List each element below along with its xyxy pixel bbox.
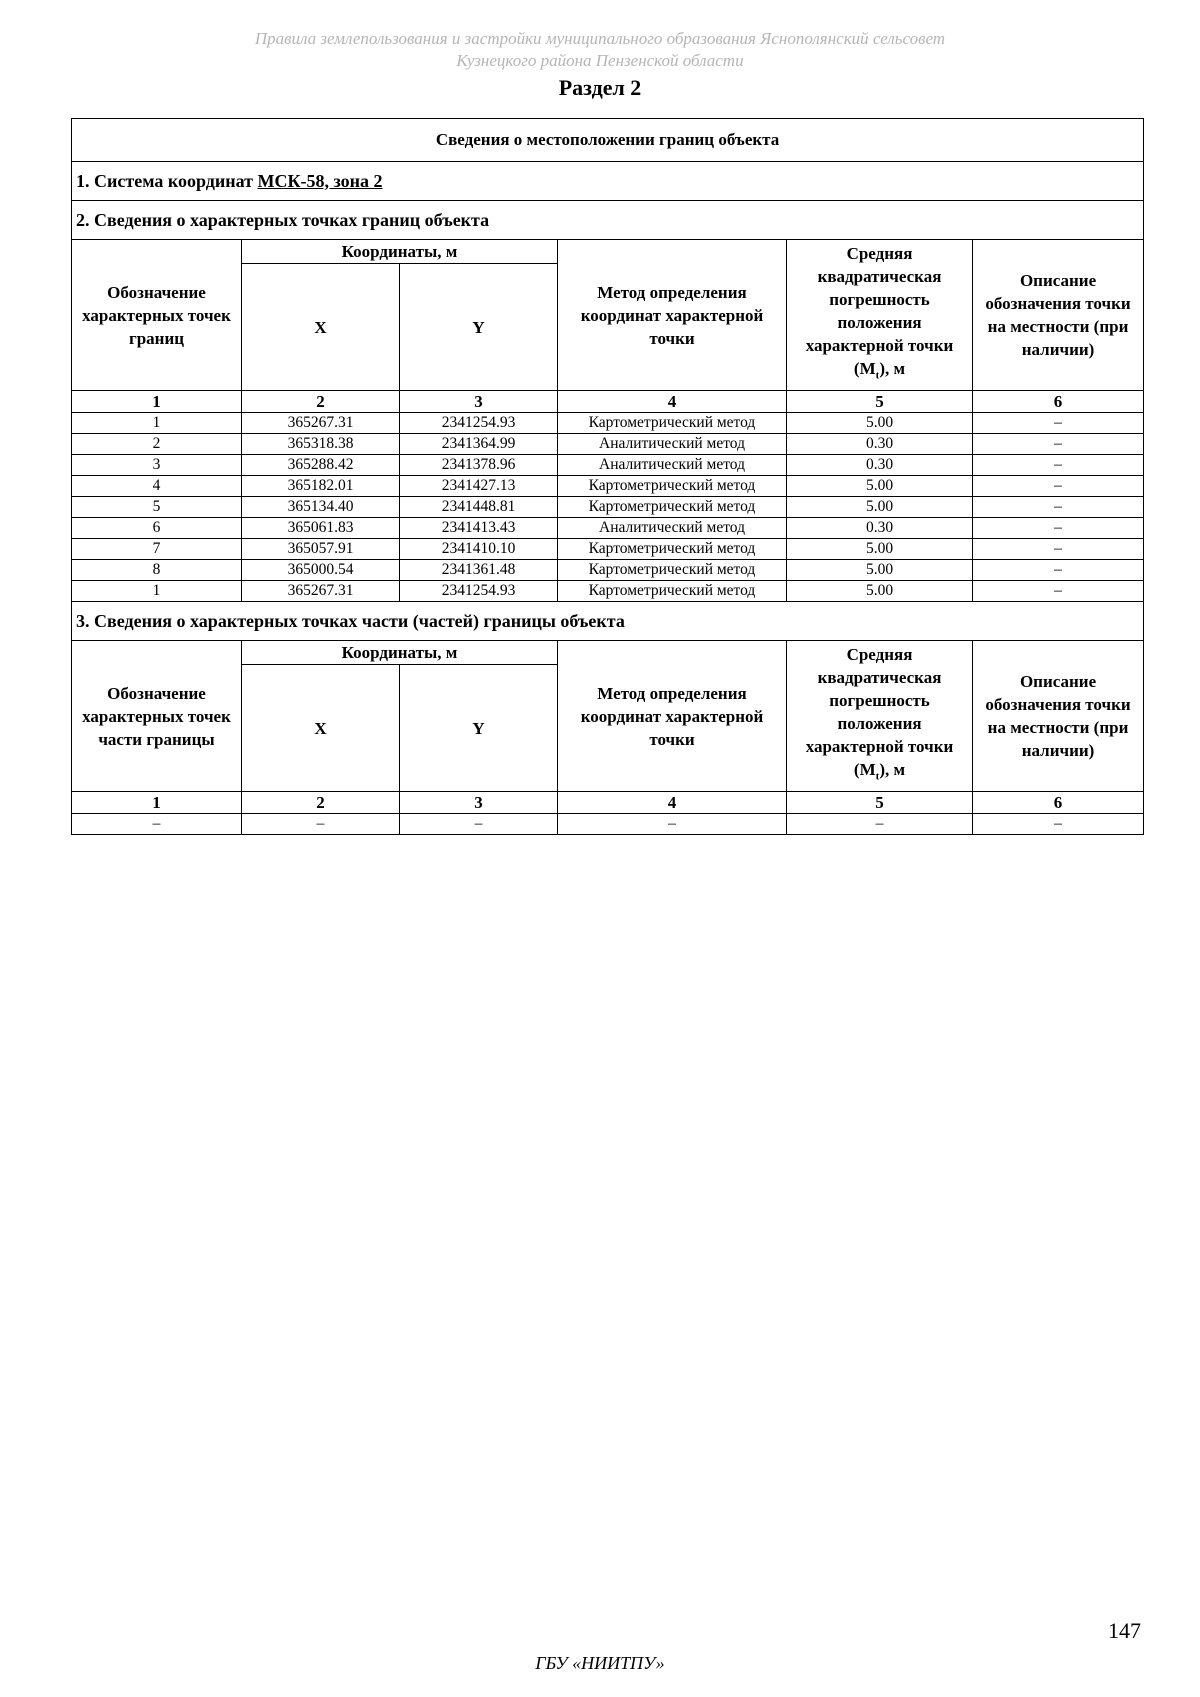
cell-y-coord: 2341427.13 — [400, 476, 558, 497]
cell-y-coord: 2341410.10 — [400, 539, 558, 560]
cell-description: – — [973, 413, 1144, 434]
section-title: Раздел 2 — [558, 75, 642, 100]
cell-description: – — [973, 560, 1144, 581]
cell-x-coord: 365318.38 — [242, 434, 400, 455]
cell-method: Аналитический метод — [558, 455, 787, 476]
col-header-x: X — [242, 264, 400, 391]
cell-point-id: 5 — [72, 497, 242, 518]
cell-error: 5.00 — [787, 413, 973, 434]
coord-system-row — [72, 162, 1144, 201]
cell-point-id: – — [72, 814, 242, 835]
cell-point-id: 1 — [72, 413, 242, 434]
table-row — [72, 518, 1144, 539]
cell-description: – — [973, 476, 1144, 497]
cell-y-coord: 2341413.43 — [400, 518, 558, 539]
col-number: 6 — [973, 391, 1144, 413]
cell-description: – — [973, 581, 1144, 602]
cell-description: – — [973, 497, 1144, 518]
cell-y-coord: 2341254.93 — [400, 413, 558, 434]
part-col-header-x: X — [242, 665, 400, 792]
cell-method: – — [558, 814, 787, 835]
col-number: 5 — [787, 391, 973, 413]
col-number: 4 — [558, 792, 787, 814]
col-header-error: Средняя квадратическая погрешность положения характерной точки $(M_t)$, м — [787, 240, 973, 391]
part-col-header-y: Y — [400, 665, 558, 792]
page-number: 147 — [1108, 1618, 1141, 1643]
cell-method: Картометрический метод — [558, 560, 787, 581]
part-col-header-points: Обозначение характерных точек части границы — [72, 641, 242, 792]
cell-method: Картометрический метод — [558, 476, 787, 497]
col-header-method: Метод определения координат характерной точки — [558, 240, 787, 391]
cell-y-coord: 2341448.81 — [400, 497, 558, 518]
cell-error: 5.00 — [787, 539, 973, 560]
col-number: 4 — [558, 391, 787, 413]
cell-point-id: 4 — [72, 476, 242, 497]
header-line-2: Кузнецкого района Пензенской области — [456, 51, 744, 70]
cell-x-coord: 365182.01 — [242, 476, 400, 497]
cell-x-coord: 365288.42 — [242, 455, 400, 476]
part-column-numbers-row — [72, 792, 1144, 814]
col-number: 3 — [400, 792, 558, 814]
part-col-header-description: Описание обозначения точки на местности (при наличии) — [973, 641, 1144, 792]
table-row — [72, 581, 1144, 602]
cell-method: Картометрический метод — [558, 539, 787, 560]
column-numbers-row — [72, 391, 1144, 413]
table-row — [72, 814, 1144, 835]
table-row — [72, 560, 1144, 581]
col-header-y: Y — [400, 264, 558, 391]
footer: ГБУ «НИИТПУ» — [535, 1653, 665, 1673]
col-header-description: Описание обозначения точки на местности (при наличии) — [973, 240, 1144, 391]
cell-method: Картометрический метод — [558, 497, 787, 518]
table-row — [72, 413, 1144, 434]
cell-x-coord: 365061.83 — [242, 518, 400, 539]
col-number: 2 — [242, 792, 400, 814]
cell-x-coord: 365267.31 — [242, 413, 400, 434]
cell-y-coord: – — [400, 814, 558, 835]
cell-error: 0.30 — [787, 455, 973, 476]
cell-description: – — [973, 814, 1144, 835]
cell-description: – — [973, 518, 1144, 539]
col-number: 5 — [787, 792, 973, 814]
cell-y-coord: 2341254.93 — [400, 581, 558, 602]
table-row — [72, 539, 1144, 560]
col-number: 1 — [72, 391, 242, 413]
part-col-header-error: Средняя квадратическая погрешность положения характерной точки $(M_t)$, м — [787, 641, 973, 792]
cell-error: 5.00 — [787, 476, 973, 497]
cell-method: Картометрический метод — [558, 581, 787, 602]
part-col-header-coords: Координаты, м — [242, 641, 558, 665]
col-header-points: Обозначение характерных точек границ — [72, 240, 242, 391]
cell-point-id: 1 — [72, 581, 242, 602]
col-header-coords: Координаты, м — [242, 240, 558, 264]
cell-x-coord: 365134.40 — [242, 497, 400, 518]
table-row — [72, 434, 1144, 455]
cell-point-id: 2 — [72, 434, 242, 455]
cell-x-coord: 365000.54 — [242, 560, 400, 581]
boundary-table — [71, 118, 1144, 835]
cell-method: Аналитический метод — [558, 434, 787, 455]
table-row — [72, 455, 1144, 476]
header-line-1: Правила землепользования и застройки муниципального образования Яснополянский сельсовет — [254, 29, 946, 48]
part-col-header-method: Метод определения координат характерной точки — [558, 641, 787, 792]
cell-description: – — [973, 539, 1144, 560]
cell-error: 5.00 — [787, 560, 973, 581]
col-number: 3 — [400, 391, 558, 413]
cell-x-coord: 365267.31 — [242, 581, 400, 602]
cell-x-coord: 365057.91 — [242, 539, 400, 560]
cell-x-coord: – — [242, 814, 400, 835]
col-number: 1 — [72, 792, 242, 814]
col-number: 2 — [242, 391, 400, 413]
cell-error: 0.30 — [787, 434, 973, 455]
coord-system-label: 1. Система координат — [76, 170, 253, 191]
cell-description: – — [973, 455, 1144, 476]
cell-error: 0.30 — [787, 518, 973, 539]
cell-method: Картометрический метод — [558, 413, 787, 434]
cell-error: 5.00 — [787, 497, 973, 518]
cell-method: Аналитический метод — [558, 518, 787, 539]
cell-description: – — [973, 434, 1144, 455]
cell-y-coord: 2341378.96 — [400, 455, 558, 476]
points-section-title: 2. Сведения о характерных точках границ объекта — [72, 201, 1144, 240]
cell-error: 5.00 — [787, 581, 973, 602]
cell-point-id: 6 — [72, 518, 242, 539]
cell-point-id: 7 — [72, 539, 242, 560]
cell-y-coord: 2341364.99 — [400, 434, 558, 455]
coord-system-value: МСК-58, зона 2 — [257, 170, 383, 191]
running-header — [0, 28, 1200, 72]
cell-error: – — [787, 814, 973, 835]
table-row — [72, 497, 1144, 518]
cell-point-id: 3 — [72, 455, 242, 476]
cell-y-coord: 2341361.48 — [400, 560, 558, 581]
table-row — [72, 476, 1144, 497]
part-section-title: 3. Сведения о характерных точках части (частей) границы объекта — [72, 602, 1144, 641]
table-title: Сведения о местоположении границ объекта — [72, 119, 1144, 162]
col-number: 6 — [973, 792, 1144, 814]
cell-point-id: 8 — [72, 560, 242, 581]
